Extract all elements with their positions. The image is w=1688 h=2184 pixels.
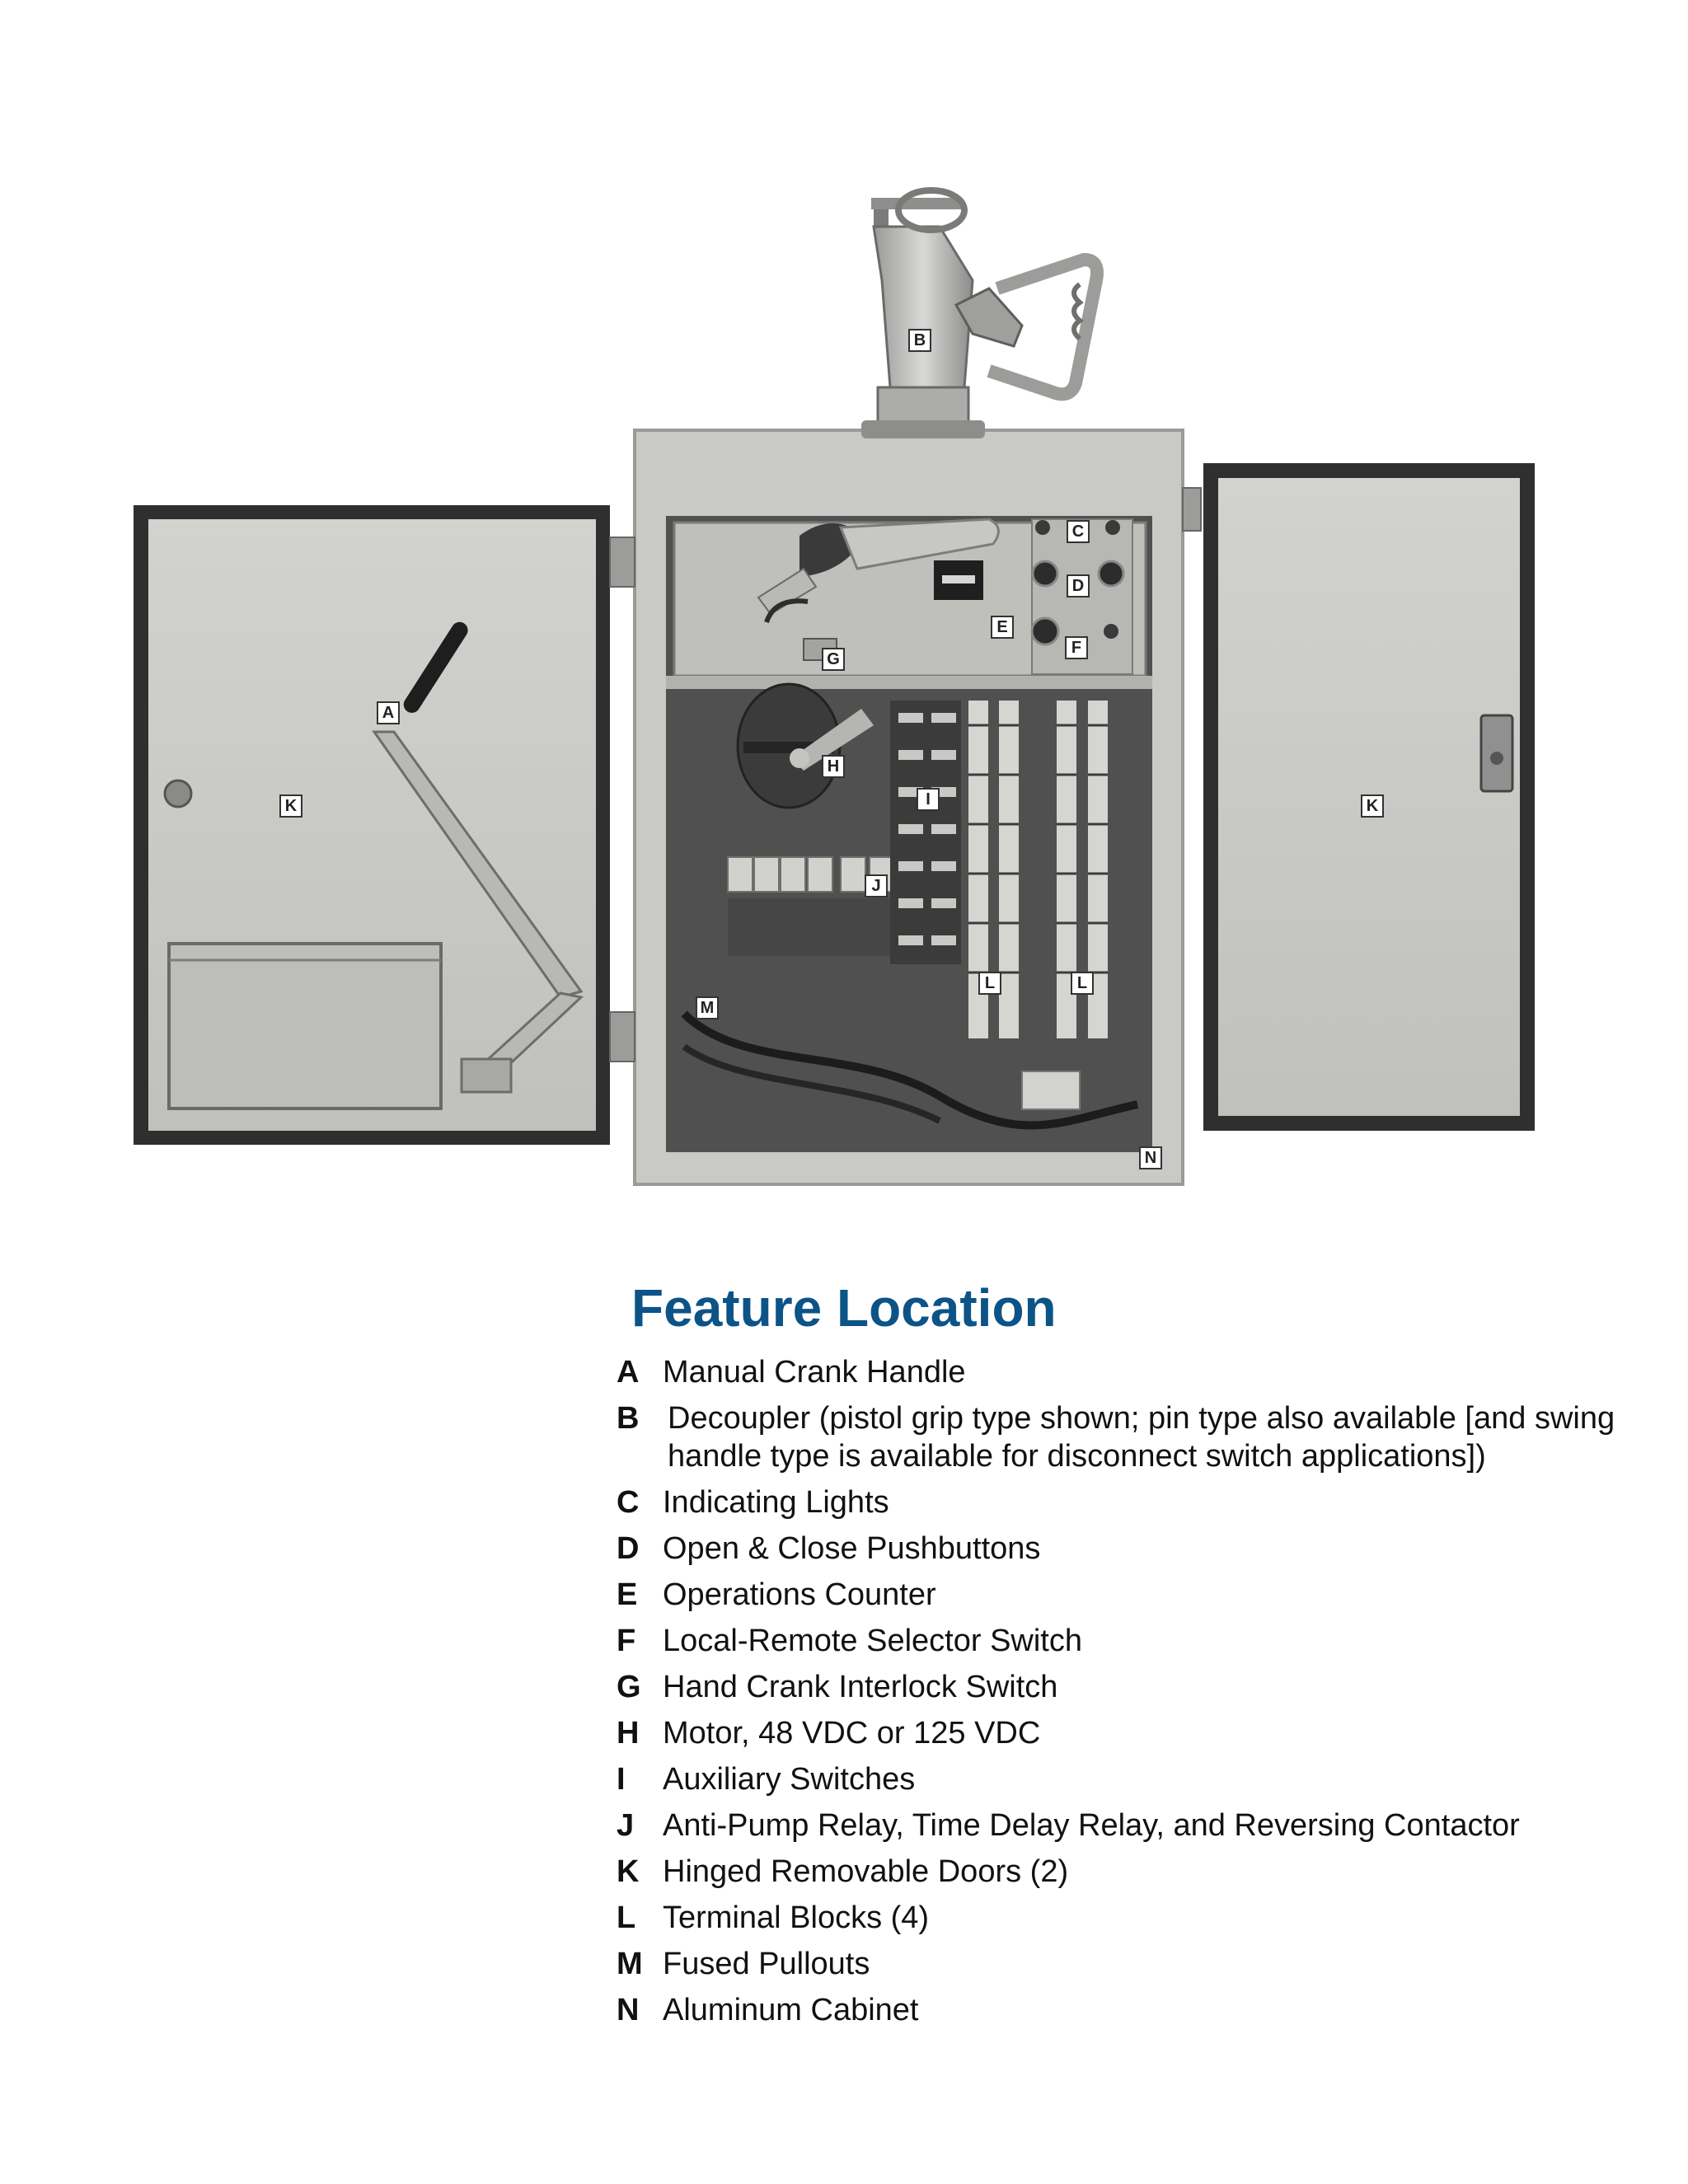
svg-text:B: B xyxy=(913,331,926,349)
indicating-light xyxy=(1105,520,1120,535)
feature-item-a xyxy=(617,1353,1639,1391)
svg-text:F: F xyxy=(1071,639,1082,657)
feature-item-f xyxy=(617,1622,1639,1660)
svg-text:D: D xyxy=(1071,577,1085,595)
feature-letter: H xyxy=(617,1716,640,1751)
callout-a xyxy=(377,702,399,724)
svg-text:C: C xyxy=(1071,523,1085,541)
feature-item-e xyxy=(617,1576,1639,1614)
callout-k-right xyxy=(1362,795,1383,817)
selector-switch xyxy=(1032,618,1058,644)
feature-item-k xyxy=(617,1853,1639,1891)
decoupler xyxy=(861,190,1097,438)
feature-letter: J xyxy=(617,1808,635,1844)
callout-i xyxy=(917,789,939,810)
feature-list xyxy=(617,1353,1639,2029)
callout-d xyxy=(1067,575,1089,597)
callout-l-left xyxy=(979,972,1001,994)
feature-letter: A xyxy=(617,1355,640,1390)
feature-letter: N xyxy=(617,1993,640,2028)
feature-text: Local-Remote Selector Switch xyxy=(663,1624,1082,1659)
feature-item-j xyxy=(617,1807,1639,1844)
feature-item-n xyxy=(617,1991,1639,2029)
feature-text: Aluminum Cabinet xyxy=(663,1993,919,2028)
callout-h xyxy=(823,756,844,777)
auxiliary-switches xyxy=(890,701,961,964)
callout-g xyxy=(823,649,844,670)
svg-text:M: M xyxy=(700,999,715,1017)
callout-c xyxy=(1067,521,1089,542)
feature-letter: E xyxy=(617,1577,638,1613)
feature-text: Open & Close Pushbuttons xyxy=(663,1531,1041,1567)
door-latch-knob xyxy=(165,780,191,807)
feature-item-c xyxy=(617,1483,1639,1521)
svg-text:L: L xyxy=(984,974,996,992)
feature-letter: L xyxy=(617,1900,636,1936)
feature-text: Anti-Pump Relay, Time Delay Relay, and Reversing Contactor xyxy=(663,1808,1520,1844)
feature-text: Hand Crank Interlock Switch xyxy=(663,1670,1058,1705)
storage-box xyxy=(169,944,441,1108)
feature-item-g xyxy=(617,1668,1639,1706)
svg-text:A: A xyxy=(382,704,395,722)
callout-k-left xyxy=(280,795,302,817)
callout-e xyxy=(992,616,1013,638)
nameplate xyxy=(1022,1071,1080,1109)
feature-text: Auxiliary Switches xyxy=(663,1762,916,1797)
feature-location-section xyxy=(617,1279,1639,2037)
feature-item-l xyxy=(617,1899,1639,1937)
callout-n xyxy=(1140,1147,1161,1169)
feature-item-d xyxy=(617,1530,1639,1568)
feature-letter: C xyxy=(617,1485,640,1521)
feature-letter: K xyxy=(617,1854,640,1890)
feature-letter: F xyxy=(617,1624,636,1659)
feature-item-h xyxy=(617,1714,1639,1752)
pushbutton xyxy=(1033,561,1057,586)
callout-m xyxy=(696,997,718,1019)
feature-text: Indicating Lights xyxy=(663,1485,889,1521)
svg-text:K: K xyxy=(1366,797,1379,815)
feature-text: Fused Pullouts xyxy=(663,1947,870,1982)
feature-text: Decoupler (pistol grip type shown; pin type also available [and swing handle type is available for disconnect switch applications]) xyxy=(668,1401,1615,1474)
feature-text: Terminal Blocks (4) xyxy=(663,1900,930,1936)
feature-text: Operations Counter xyxy=(663,1577,936,1613)
pushbutton xyxy=(1099,561,1123,586)
feature-letter: D xyxy=(617,1531,640,1567)
feature-letter: I xyxy=(617,1762,626,1797)
svg-text:J: J xyxy=(871,877,881,895)
svg-text:N: N xyxy=(1144,1149,1157,1167)
feature-text: Motor, 48 VDC or 125 VDC xyxy=(663,1716,1041,1751)
feature-letter: B xyxy=(617,1401,640,1436)
feature-item-b xyxy=(617,1399,1639,1475)
feature-item-m xyxy=(617,1945,1639,1983)
feature-text: Manual Crank Handle xyxy=(663,1355,966,1390)
feature-text: Hinged Removable Doors (2) xyxy=(663,1854,1069,1890)
svg-text:K: K xyxy=(284,797,298,815)
svg-text:E: E xyxy=(996,618,1008,636)
feature-item-i xyxy=(617,1760,1639,1798)
feature-letter: G xyxy=(617,1670,641,1705)
svg-text:L: L xyxy=(1076,974,1088,992)
callout-j xyxy=(865,875,887,897)
callout-f xyxy=(1066,637,1087,658)
feature-letter: M xyxy=(617,1947,643,1982)
svg-text:H: H xyxy=(827,757,840,776)
callout-l-right xyxy=(1071,972,1093,994)
product-photo xyxy=(115,181,1566,1220)
left-door xyxy=(134,505,610,1145)
section-title: Feature Location xyxy=(631,1278,1057,1338)
svg-text:I: I xyxy=(926,790,931,808)
svg-text:G: G xyxy=(827,650,840,668)
callout-b xyxy=(909,330,931,351)
indicating-light xyxy=(1035,520,1050,535)
